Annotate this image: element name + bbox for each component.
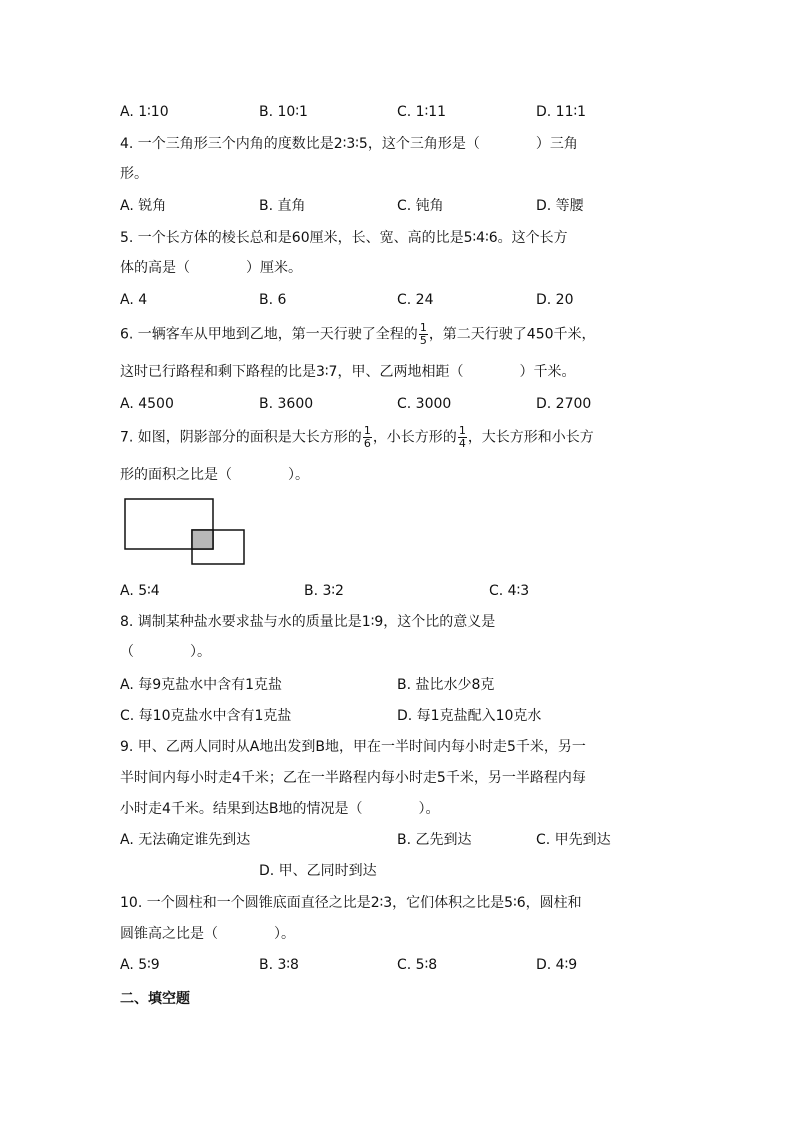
q10-option-a[interactable]: A. 5∶9 — [120, 957, 160, 973]
q6-text-line2: 这时已行路程和剩下路程的比是3∶7，甲、乙两地相距（ ）千米。 — [120, 364, 576, 380]
fraction-one-sixth: $\frac{1}{6}$ — [363, 424, 371, 450]
q8-option-d[interactable]: D. 每1克盐配入10克水 — [397, 708, 542, 724]
q3-option-c[interactable]: C. 1∶11 — [397, 104, 447, 120]
q5-option-c[interactable]: C. 24 — [397, 292, 434, 308]
q7-text-part2: ，小长方形的 — [372, 429, 457, 446]
q7-text-line2: 形的面积之比是（ ）。 — [120, 467, 309, 483]
q9-text-line1: 9. 甲、乙两人同时从A地出发到B地，甲在一半时间内每小时走5千米，另一 — [120, 739, 586, 755]
q7-text-part1: 7. 如图，阴影部分的面积是大长方形的 — [120, 429, 362, 446]
q7-text-part3: ，大长方形和小长方 — [467, 429, 594, 446]
q9-option-a[interactable]: A. 无法确定谁先到达 — [120, 832, 251, 848]
q9-text-line2: 半时间内每小时走4千米；乙在一半路程内每小时走5千米，另一半路程内每 — [120, 770, 586, 786]
q8-option-c[interactable]: C. 每10克盐水中含有1克盐 — [120, 708, 292, 724]
q4-option-a[interactable]: A. 锐角 — [120, 198, 167, 214]
q8-text-line1: 8. 调制某种盐水要求盐与水的质量比是1∶9，这个比的意义是 — [120, 614, 496, 630]
q4-option-d[interactable]: D. 等腰 — [536, 198, 584, 214]
q3-option-a[interactable]: A. 1∶10 — [120, 104, 169, 120]
q3-option-d[interactable]: D. 11∶1 — [536, 104, 587, 120]
q8-option-a[interactable]: A. 每9克盐水中含有1克盐 — [120, 677, 283, 693]
q8-text-line2: （ ）。 — [120, 644, 211, 660]
q5-option-d[interactable]: D. 20 — [536, 292, 574, 308]
q5-option-a[interactable]: A. 4 — [120, 292, 148, 308]
q7-text-line1 — [120, 425, 594, 450]
q5-text-line2: 体的高是（ ）厘米。 — [120, 260, 302, 276]
shaded-overlap — [192, 530, 213, 549]
q4-option-b[interactable]: B. 直角 — [259, 198, 306, 214]
fraction-one-fifth: $\frac{1}{5}$ — [419, 321, 427, 347]
q6-text-part1: 6. 一辆客车从甲地到乙地，第一天行驶了全程的 — [120, 326, 418, 343]
q7-option-a[interactable]: A. 5∶4 — [120, 583, 160, 599]
q9-option-c[interactable]: C. 甲先到达 — [536, 832, 611, 848]
q6-option-a[interactable]: A. 4500 — [120, 396, 174, 412]
q9-option-b[interactable]: B. 乙先到达 — [397, 832, 472, 848]
q10-option-c[interactable]: C. 5∶8 — [397, 957, 438, 973]
q7-option-b[interactable]: B. 3∶2 — [304, 583, 344, 599]
section-heading-fill-in: 二、填空题 — [120, 991, 190, 1007]
q10-text-line1: 10. 一个圆柱和一个圆锥底面直径之比是2∶3，它们体积之比是5∶6，圆柱和 — [120, 895, 582, 911]
q10-text-line2: 圆锥高之比是（ ）。 — [120, 926, 295, 942]
q8-option-b[interactable]: B. 盐比水少8克 — [397, 677, 495, 693]
q9-option-d[interactable]: D. 甲、乙同时到达 — [259, 863, 377, 879]
q7-rectangles-figure — [124, 498, 250, 568]
q10-option-b[interactable]: B. 3∶8 — [259, 957, 299, 973]
q5-text-line1: 5. 一个长方体的棱长总和是60厘米，长、宽、高的比是5∶4∶6。这个长方 — [120, 230, 568, 246]
q10-option-d[interactable]: D. 4∶9 — [536, 957, 578, 973]
q9-text-line3: 小时走4千米。结果到达B地的情况是（ ）。 — [120, 801, 440, 817]
q6-text-line1 — [120, 322, 596, 347]
q4-option-c[interactable]: C. 钝角 — [397, 198, 444, 214]
q4-text-line1: 4. 一个三角形三个内角的度数比是2∶3∶5，这个三角形是（ ）三角 — [120, 136, 578, 152]
q3-option-b[interactable]: B. 10∶1 — [259, 104, 308, 120]
q6-text-part2: ，第二天行驶了450千米， — [428, 326, 596, 343]
q6-option-c[interactable]: C. 3000 — [397, 396, 452, 412]
q6-option-b[interactable]: B. 3600 — [259, 396, 314, 412]
fraction-one-fourth: $\frac{1}{4}$ — [458, 424, 466, 450]
q5-option-b[interactable]: B. 6 — [259, 292, 287, 308]
q6-option-d[interactable]: D. 2700 — [536, 396, 592, 412]
q7-option-c[interactable]: C. 4∶3 — [489, 583, 530, 599]
q4-text-line2: 形。 — [120, 166, 148, 182]
